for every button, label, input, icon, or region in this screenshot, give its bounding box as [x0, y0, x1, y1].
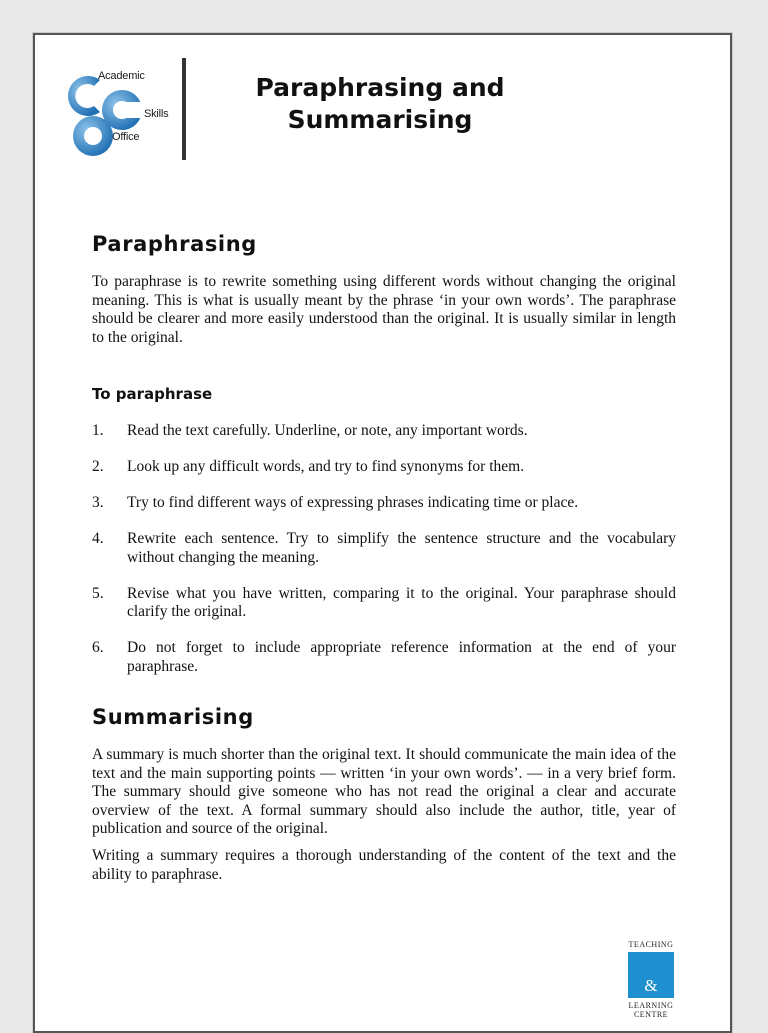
- step-number: 4.: [92, 530, 104, 547]
- summarising-para-2: Writing a summary requires a thorough understanding of the content of the text and the ability to paraphrase.: [92, 847, 676, 883]
- page-title: Paraphrasing and Summarising: [255, 73, 505, 134]
- step-number: 2.: [92, 458, 104, 475]
- teaching-learning-centre-logo: [626, 940, 676, 1019]
- list-item: [92, 494, 676, 513]
- list-item: [92, 585, 676, 622]
- step-text: Read the text carefully. Underline, or note, any important words.: [127, 422, 528, 439]
- summarising-heading: Summarising: [92, 705, 254, 729]
- list-item: [92, 458, 676, 477]
- academic-skills-office-logo: [60, 62, 190, 158]
- header-divider: [182, 58, 186, 160]
- step-number: 6.: [92, 639, 104, 656]
- step-text: Do not forget to include appropriate reference information at the end of your paraphrase.: [127, 639, 676, 675]
- summarising-para-1: A summary is much shorter than the original text. It should communicate the main idea of the text and the main supporting points — written ‘in your own words’. — in a very brief form. The summary should give someone who has not read the original a clear and accurate overview of the text. A formal summary should also include the author, title, year of publication and source of the original.: [92, 746, 676, 837]
- list-item: [92, 639, 676, 676]
- step-number: 3.: [92, 494, 104, 511]
- tlc-blue-square: [628, 952, 674, 998]
- paraphrasing-intro: To paraphrase is to rewrite something using different words without changing the original meaning. This is what is usually meant by the phrase ‘in your own words’. The paraphrase should be clearer and more easily understood than the original. It is usually similar in length to the original.: [92, 273, 676, 346]
- tlc-top-text: TEACHING: [628, 940, 674, 949]
- tlc-learning-text: LEARNING: [628, 1001, 674, 1010]
- step-text: Rewrite each sentence. Try to simplify the sentence structure and the vocabulary without changing the meaning.: [127, 530, 676, 566]
- paraphrase-steps-list: [92, 422, 676, 694]
- paraphrasing-heading: Paraphrasing: [92, 232, 257, 256]
- logo-word-skills: Skills: [144, 108, 169, 120]
- step-text: Try to find different ways of expressing phrases indicating time or place.: [127, 494, 579, 511]
- step-text: Revise what you have written, comparing it to the original. Your paraphrase should clarify the original.: [127, 584, 676, 620]
- tlc-ampersand: &: [644, 976, 658, 995]
- list-item: [92, 530, 676, 567]
- step-number: 1.: [92, 422, 104, 439]
- step-text: Look up any difficult words, and try to find synonyms for them.: [127, 458, 525, 475]
- list-item: [92, 422, 676, 441]
- step-number: 5.: [92, 584, 104, 602]
- logo-word-office: Office: [112, 131, 140, 143]
- tlc-centre-text: CENTRE: [633, 1010, 669, 1019]
- logo-word-academic: Academic: [98, 70, 145, 82]
- to-paraphrase-subheading: To paraphrase: [92, 385, 213, 403]
